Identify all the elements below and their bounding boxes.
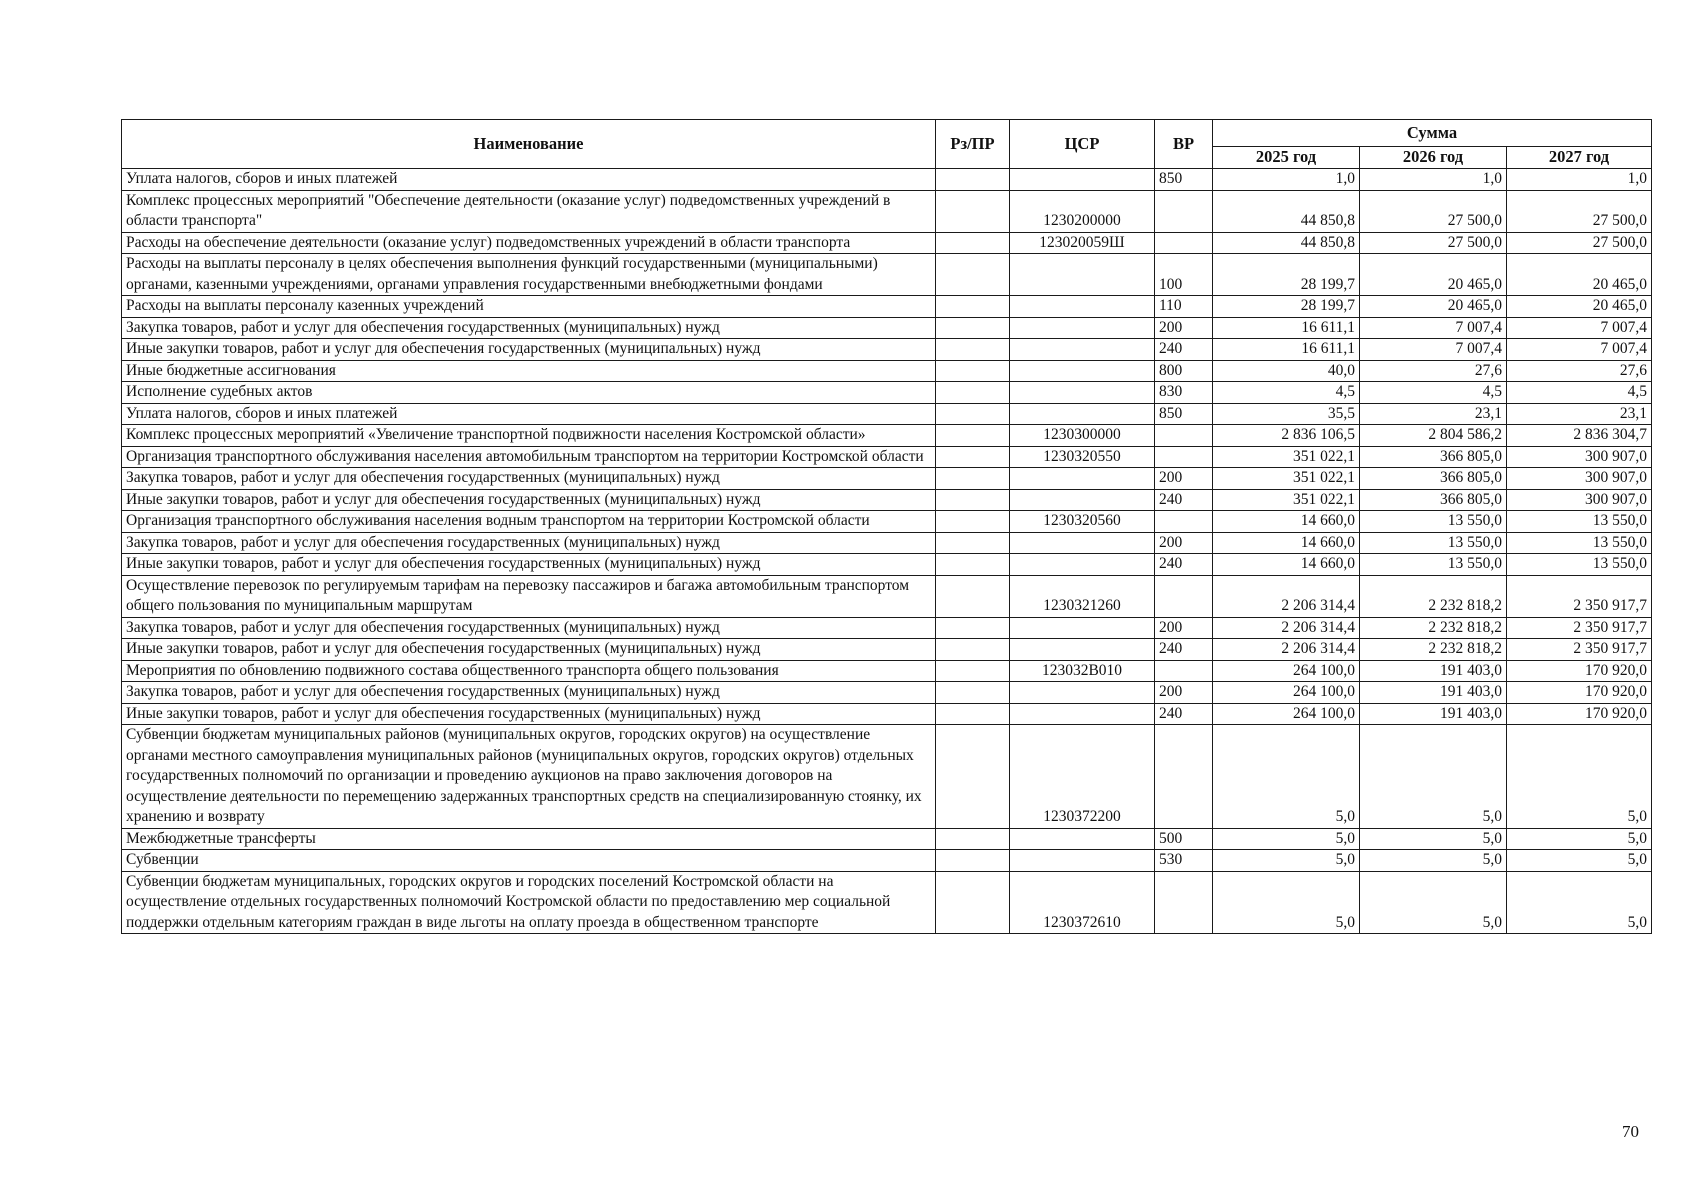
cell-2026: 2 232 818,2 (1360, 639, 1507, 661)
cell-2026: 27 500,0 (1360, 190, 1507, 232)
cell-vr (1155, 725, 1213, 829)
cell-2026: 5,0 (1360, 871, 1507, 934)
cell-csr (1010, 468, 1155, 490)
header-name: Наименование (122, 120, 936, 169)
cell-vr: 240 (1155, 489, 1213, 511)
cell-2025: 2 206 314,4 (1213, 575, 1360, 617)
cell-vr: 200 (1155, 317, 1213, 339)
cell-rzpr (936, 232, 1010, 254)
table-row (122, 682, 1652, 704)
cell-vr: 500 (1155, 828, 1213, 850)
cell-vr: 240 (1155, 554, 1213, 576)
cell-name: Комплекс процессных мероприятий «Увеличение транспортной подвижности населения Костромской области» (122, 425, 936, 447)
cell-2027: 5,0 (1507, 850, 1652, 872)
cell-csr: 1230200000 (1010, 190, 1155, 232)
table-row (122, 190, 1652, 232)
cell-2026: 5,0 (1360, 725, 1507, 829)
cell-rzpr (936, 850, 1010, 872)
cell-2026: 2 232 818,2 (1360, 617, 1507, 639)
cell-vr: 200 (1155, 532, 1213, 554)
table-row (122, 382, 1652, 404)
table-row (122, 660, 1652, 682)
cell-2026: 1,0 (1360, 169, 1507, 191)
cell-2027: 27 500,0 (1507, 190, 1652, 232)
cell-2025: 351 022,1 (1213, 468, 1360, 490)
table-row (122, 339, 1652, 361)
cell-2027: 27 500,0 (1507, 232, 1652, 254)
cell-name: Закупка товаров, работ и услуг для обеспечения государственных (муниципальных) нужд (122, 682, 936, 704)
table-row (122, 169, 1652, 191)
cell-2025: 28 199,7 (1213, 296, 1360, 318)
cell-2025: 264 100,0 (1213, 660, 1360, 682)
cell-2025: 2 206 314,4 (1213, 617, 1360, 639)
cell-csr (1010, 360, 1155, 382)
cell-name: Закупка товаров, работ и услуг для обеспечения государственных (муниципальных) нужд (122, 617, 936, 639)
cell-rzpr (936, 828, 1010, 850)
cell-vr: 800 (1155, 360, 1213, 382)
table-row (122, 425, 1652, 447)
cell-csr: 1230320550 (1010, 446, 1155, 468)
cell-2027: 20 465,0 (1507, 254, 1652, 296)
cell-csr (1010, 296, 1155, 318)
cell-2027: 2 836 304,7 (1507, 425, 1652, 447)
cell-2025: 5,0 (1213, 871, 1360, 934)
cell-csr (1010, 489, 1155, 511)
cell-2026: 27 500,0 (1360, 232, 1507, 254)
cell-csr: 123032B010 (1010, 660, 1155, 682)
cell-2027: 170 920,0 (1507, 703, 1652, 725)
cell-2027: 300 907,0 (1507, 446, 1652, 468)
cell-name: Межбюджетные трансферты (122, 828, 936, 850)
cell-2025: 14 660,0 (1213, 532, 1360, 554)
cell-2027: 300 907,0 (1507, 489, 1652, 511)
table-row (122, 871, 1652, 934)
cell-vr: 240 (1155, 639, 1213, 661)
cell-2025: 40,0 (1213, 360, 1360, 382)
cell-rzpr (936, 403, 1010, 425)
cell-2027: 4,5 (1507, 382, 1652, 404)
cell-rzpr (936, 871, 1010, 934)
cell-name: Расходы на выплаты персоналу в целях обеспечения выполнения функций государственными (муниципальными) органами, казенными учреждениями, органами управления государственными внебюджетными фондами (122, 254, 936, 296)
cell-csr (1010, 617, 1155, 639)
table-row (122, 489, 1652, 511)
cell-csr (1010, 403, 1155, 425)
cell-2027: 5,0 (1507, 828, 1652, 850)
cell-2025: 351 022,1 (1213, 446, 1360, 468)
cell-csr (1010, 828, 1155, 850)
cell-2025: 264 100,0 (1213, 703, 1360, 725)
cell-vr (1155, 232, 1213, 254)
cell-rzpr (936, 617, 1010, 639)
cell-2025: 4,5 (1213, 382, 1360, 404)
cell-name: Закупка товаров, работ и услуг для обеспечения государственных (муниципальных) нужд (122, 468, 936, 490)
cell-vr: 200 (1155, 617, 1213, 639)
header-sum: Сумма (1213, 120, 1652, 147)
cell-2025: 5,0 (1213, 725, 1360, 829)
cell-csr (1010, 703, 1155, 725)
cell-vr: 240 (1155, 703, 1213, 725)
cell-csr (1010, 169, 1155, 191)
cell-2025: 14 660,0 (1213, 554, 1360, 576)
cell-2026: 7 007,4 (1360, 339, 1507, 361)
cell-rzpr (936, 190, 1010, 232)
cell-vr (1155, 425, 1213, 447)
cell-vr: 850 (1155, 403, 1213, 425)
cell-2025: 44 850,8 (1213, 232, 1360, 254)
cell-vr: 830 (1155, 382, 1213, 404)
table-row (122, 532, 1652, 554)
cell-vr: 100 (1155, 254, 1213, 296)
table-row (122, 850, 1652, 872)
cell-rzpr (936, 489, 1010, 511)
cell-2027: 7 007,4 (1507, 339, 1652, 361)
cell-2027: 13 550,0 (1507, 532, 1652, 554)
cell-rzpr (936, 532, 1010, 554)
cell-2026: 366 805,0 (1360, 446, 1507, 468)
cell-vr (1155, 575, 1213, 617)
header-year-2025: 2025 год (1213, 147, 1360, 169)
cell-vr (1155, 511, 1213, 533)
cell-name: Комплекс процессных мероприятий "Обеспечение деятельности (оказание услуг) подведомственных учреждений в области транспорта" (122, 190, 936, 232)
cell-rzpr (936, 254, 1010, 296)
header-csr: ЦСР (1010, 120, 1155, 169)
cell-2027: 2 350 917,7 (1507, 617, 1652, 639)
cell-2026: 23,1 (1360, 403, 1507, 425)
table-row (122, 639, 1652, 661)
cell-2026: 2 232 818,2 (1360, 575, 1507, 617)
table-row (122, 554, 1652, 576)
cell-2027: 7 007,4 (1507, 317, 1652, 339)
cell-2026: 7 007,4 (1360, 317, 1507, 339)
table-row (122, 317, 1652, 339)
cell-2027: 170 920,0 (1507, 660, 1652, 682)
cell-2025: 16 611,1 (1213, 317, 1360, 339)
cell-vr (1155, 871, 1213, 934)
cell-name: Закупка товаров, работ и услуг для обеспечения государственных (муниципальных) нужд (122, 317, 936, 339)
cell-name: Иные закупки товаров, работ и услуг для обеспечения государственных (муниципальных) нужд (122, 339, 936, 361)
cell-2027: 13 550,0 (1507, 554, 1652, 576)
cell-2026: 2 804 586,2 (1360, 425, 1507, 447)
cell-2027: 5,0 (1507, 725, 1652, 829)
cell-rzpr (936, 468, 1010, 490)
cell-2025: 35,5 (1213, 403, 1360, 425)
table-body (122, 169, 1652, 934)
cell-name: Иные закупки товаров, работ и услуг для обеспечения государственных (муниципальных) нужд (122, 703, 936, 725)
cell-name: Иные закупки товаров, работ и услуг для обеспечения государственных (муниципальных) нужд (122, 489, 936, 511)
table-row (122, 703, 1652, 725)
cell-2025: 2 206 314,4 (1213, 639, 1360, 661)
cell-rzpr (936, 296, 1010, 318)
page-number: 70 (1622, 1122, 1639, 1141)
cell-name: Уплата налогов, сборов и иных платежей (122, 169, 936, 191)
cell-2026: 13 550,0 (1360, 532, 1507, 554)
cell-2027: 20 465,0 (1507, 296, 1652, 318)
cell-csr: 1230321260 (1010, 575, 1155, 617)
cell-2025: 16 611,1 (1213, 339, 1360, 361)
cell-2025: 2 836 106,5 (1213, 425, 1360, 447)
cell-vr (1155, 190, 1213, 232)
cell-rzpr (936, 575, 1010, 617)
cell-2027: 23,1 (1507, 403, 1652, 425)
cell-2026: 366 805,0 (1360, 489, 1507, 511)
cell-vr: 530 (1155, 850, 1213, 872)
cell-name: Закупка товаров, работ и услуг для обеспечения государственных (муниципальных) нужд (122, 532, 936, 554)
cell-rzpr (936, 382, 1010, 404)
cell-2025: 5,0 (1213, 850, 1360, 872)
cell-2026: 13 550,0 (1360, 554, 1507, 576)
cell-name: Мероприятия по обновлению подвижного состава общественного транспорта общего пользования (122, 660, 936, 682)
cell-2026: 13 550,0 (1360, 511, 1507, 533)
cell-rzpr (936, 169, 1010, 191)
cell-2026: 20 465,0 (1360, 254, 1507, 296)
cell-csr (1010, 850, 1155, 872)
table-row (122, 360, 1652, 382)
cell-2026: 366 805,0 (1360, 468, 1507, 490)
cell-rzpr (936, 639, 1010, 661)
header-year-2027: 2027 год (1507, 147, 1652, 169)
cell-2025: 264 100,0 (1213, 682, 1360, 704)
cell-2027: 5,0 (1507, 871, 1652, 934)
cell-2026: 191 403,0 (1360, 682, 1507, 704)
cell-name: Субвенции бюджетам муниципальных, городских округов и городских поселений Костромской области на осуществление отдельных государственных полномочий Костромской области по предоставлению мер социальной поддержки отдельным категориям граждан в виде льготы на оплату проезда в общественном транспорте (122, 871, 936, 934)
cell-vr (1155, 446, 1213, 468)
cell-name: Осуществление перевозок по регулируемым тарифам на перевозку пассажиров и багажа автомобильным транспортом общего пользования по муниципальным маршрутам (122, 575, 936, 617)
table-row (122, 232, 1652, 254)
cell-csr (1010, 682, 1155, 704)
cell-csr (1010, 317, 1155, 339)
cell-vr: 240 (1155, 339, 1213, 361)
cell-rzpr (936, 339, 1010, 361)
cell-2027: 1,0 (1507, 169, 1652, 191)
cell-rzpr (936, 725, 1010, 829)
cell-2026: 4,5 (1360, 382, 1507, 404)
cell-2025: 44 850,8 (1213, 190, 1360, 232)
cell-rzpr (936, 660, 1010, 682)
cell-name: Исполнение судебных актов (122, 382, 936, 404)
cell-vr: 200 (1155, 682, 1213, 704)
table-row (122, 511, 1652, 533)
table-row (122, 296, 1652, 318)
cell-2025: 28 199,7 (1213, 254, 1360, 296)
header-rzpr: Рз/ПР (936, 120, 1010, 169)
cell-csr (1010, 254, 1155, 296)
cell-rzpr (936, 554, 1010, 576)
cell-csr: 1230372200 (1010, 725, 1155, 829)
cell-csr (1010, 382, 1155, 404)
cell-rzpr (936, 703, 1010, 725)
cell-csr (1010, 339, 1155, 361)
cell-name: Иные закупки товаров, работ и услуг для обеспечения государственных (муниципальных) нужд (122, 554, 936, 576)
cell-2025: 5,0 (1213, 828, 1360, 850)
cell-2027: 27,6 (1507, 360, 1652, 382)
cell-csr: 1230320560 (1010, 511, 1155, 533)
table-row (122, 725, 1652, 829)
table-row (122, 403, 1652, 425)
cell-csr: 1230372610 (1010, 871, 1155, 934)
cell-csr (1010, 554, 1155, 576)
cell-2025: 1,0 (1213, 169, 1360, 191)
cell-name: Организация транспортного обслуживания населения автомобильным транспортом на территории Костромской области (122, 446, 936, 468)
table-row (122, 828, 1652, 850)
cell-2026: 191 403,0 (1360, 660, 1507, 682)
cell-rzpr (936, 682, 1010, 704)
cell-name: Расходы на обеспечение деятельности (оказание услуг) подведомственных учреждений в области транспорта (122, 232, 936, 254)
cell-csr (1010, 532, 1155, 554)
cell-2027: 170 920,0 (1507, 682, 1652, 704)
table-row (122, 617, 1652, 639)
cell-name: Субвенции бюджетам муниципальных районов (муниципальных округов, городских округов) на осуществление органами местного самоуправления муниципальных районов (муниципальных округов, городских округов) отдельных государственных полномочий по организации и проведению аукционов на право заключения договоров на осуществление деятельности по перемещению задержанных транспортных средств на специализированную стоянку, их хранению и возврату (122, 725, 936, 829)
table-row (122, 254, 1652, 296)
cell-csr: 123020059Ш (1010, 232, 1155, 254)
cell-vr: 850 (1155, 169, 1213, 191)
cell-2027: 2 350 917,7 (1507, 639, 1652, 661)
cell-2027: 2 350 917,7 (1507, 575, 1652, 617)
cell-2027: 13 550,0 (1507, 511, 1652, 533)
cell-vr: 200 (1155, 468, 1213, 490)
cell-2026: 20 465,0 (1360, 296, 1507, 318)
table-row (122, 575, 1652, 617)
cell-2026: 5,0 (1360, 850, 1507, 872)
table-row (122, 446, 1652, 468)
cell-2027: 300 907,0 (1507, 468, 1652, 490)
cell-csr: 1230300000 (1010, 425, 1155, 447)
header-year-2026: 2026 год (1360, 147, 1507, 169)
cell-2026: 27,6 (1360, 360, 1507, 382)
cell-2025: 14 660,0 (1213, 511, 1360, 533)
cell-2026: 191 403,0 (1360, 703, 1507, 725)
cell-name: Субвенции (122, 850, 936, 872)
cell-rzpr (936, 446, 1010, 468)
header-vr: ВР (1155, 120, 1213, 169)
cell-name: Иные закупки товаров, работ и услуг для обеспечения государственных (муниципальных) нужд (122, 639, 936, 661)
cell-2025: 351 022,1 (1213, 489, 1360, 511)
table-row (122, 468, 1652, 490)
cell-vr (1155, 660, 1213, 682)
cell-vr: 110 (1155, 296, 1213, 318)
cell-rzpr (936, 511, 1010, 533)
cell-name: Иные бюджетные ассигнования (122, 360, 936, 382)
cell-name: Уплата налогов, сборов и иных платежей (122, 403, 936, 425)
cell-2026: 5,0 (1360, 828, 1507, 850)
cell-rzpr (936, 360, 1010, 382)
cell-name: Расходы на выплаты персоналу казенных учреждений (122, 296, 936, 318)
cell-name: Организация транспортного обслуживания населения водным транспортом на территории Костромской области (122, 511, 936, 533)
cell-rzpr (936, 317, 1010, 339)
budget-table (121, 119, 1652, 934)
cell-csr (1010, 639, 1155, 661)
cell-rzpr (936, 425, 1010, 447)
